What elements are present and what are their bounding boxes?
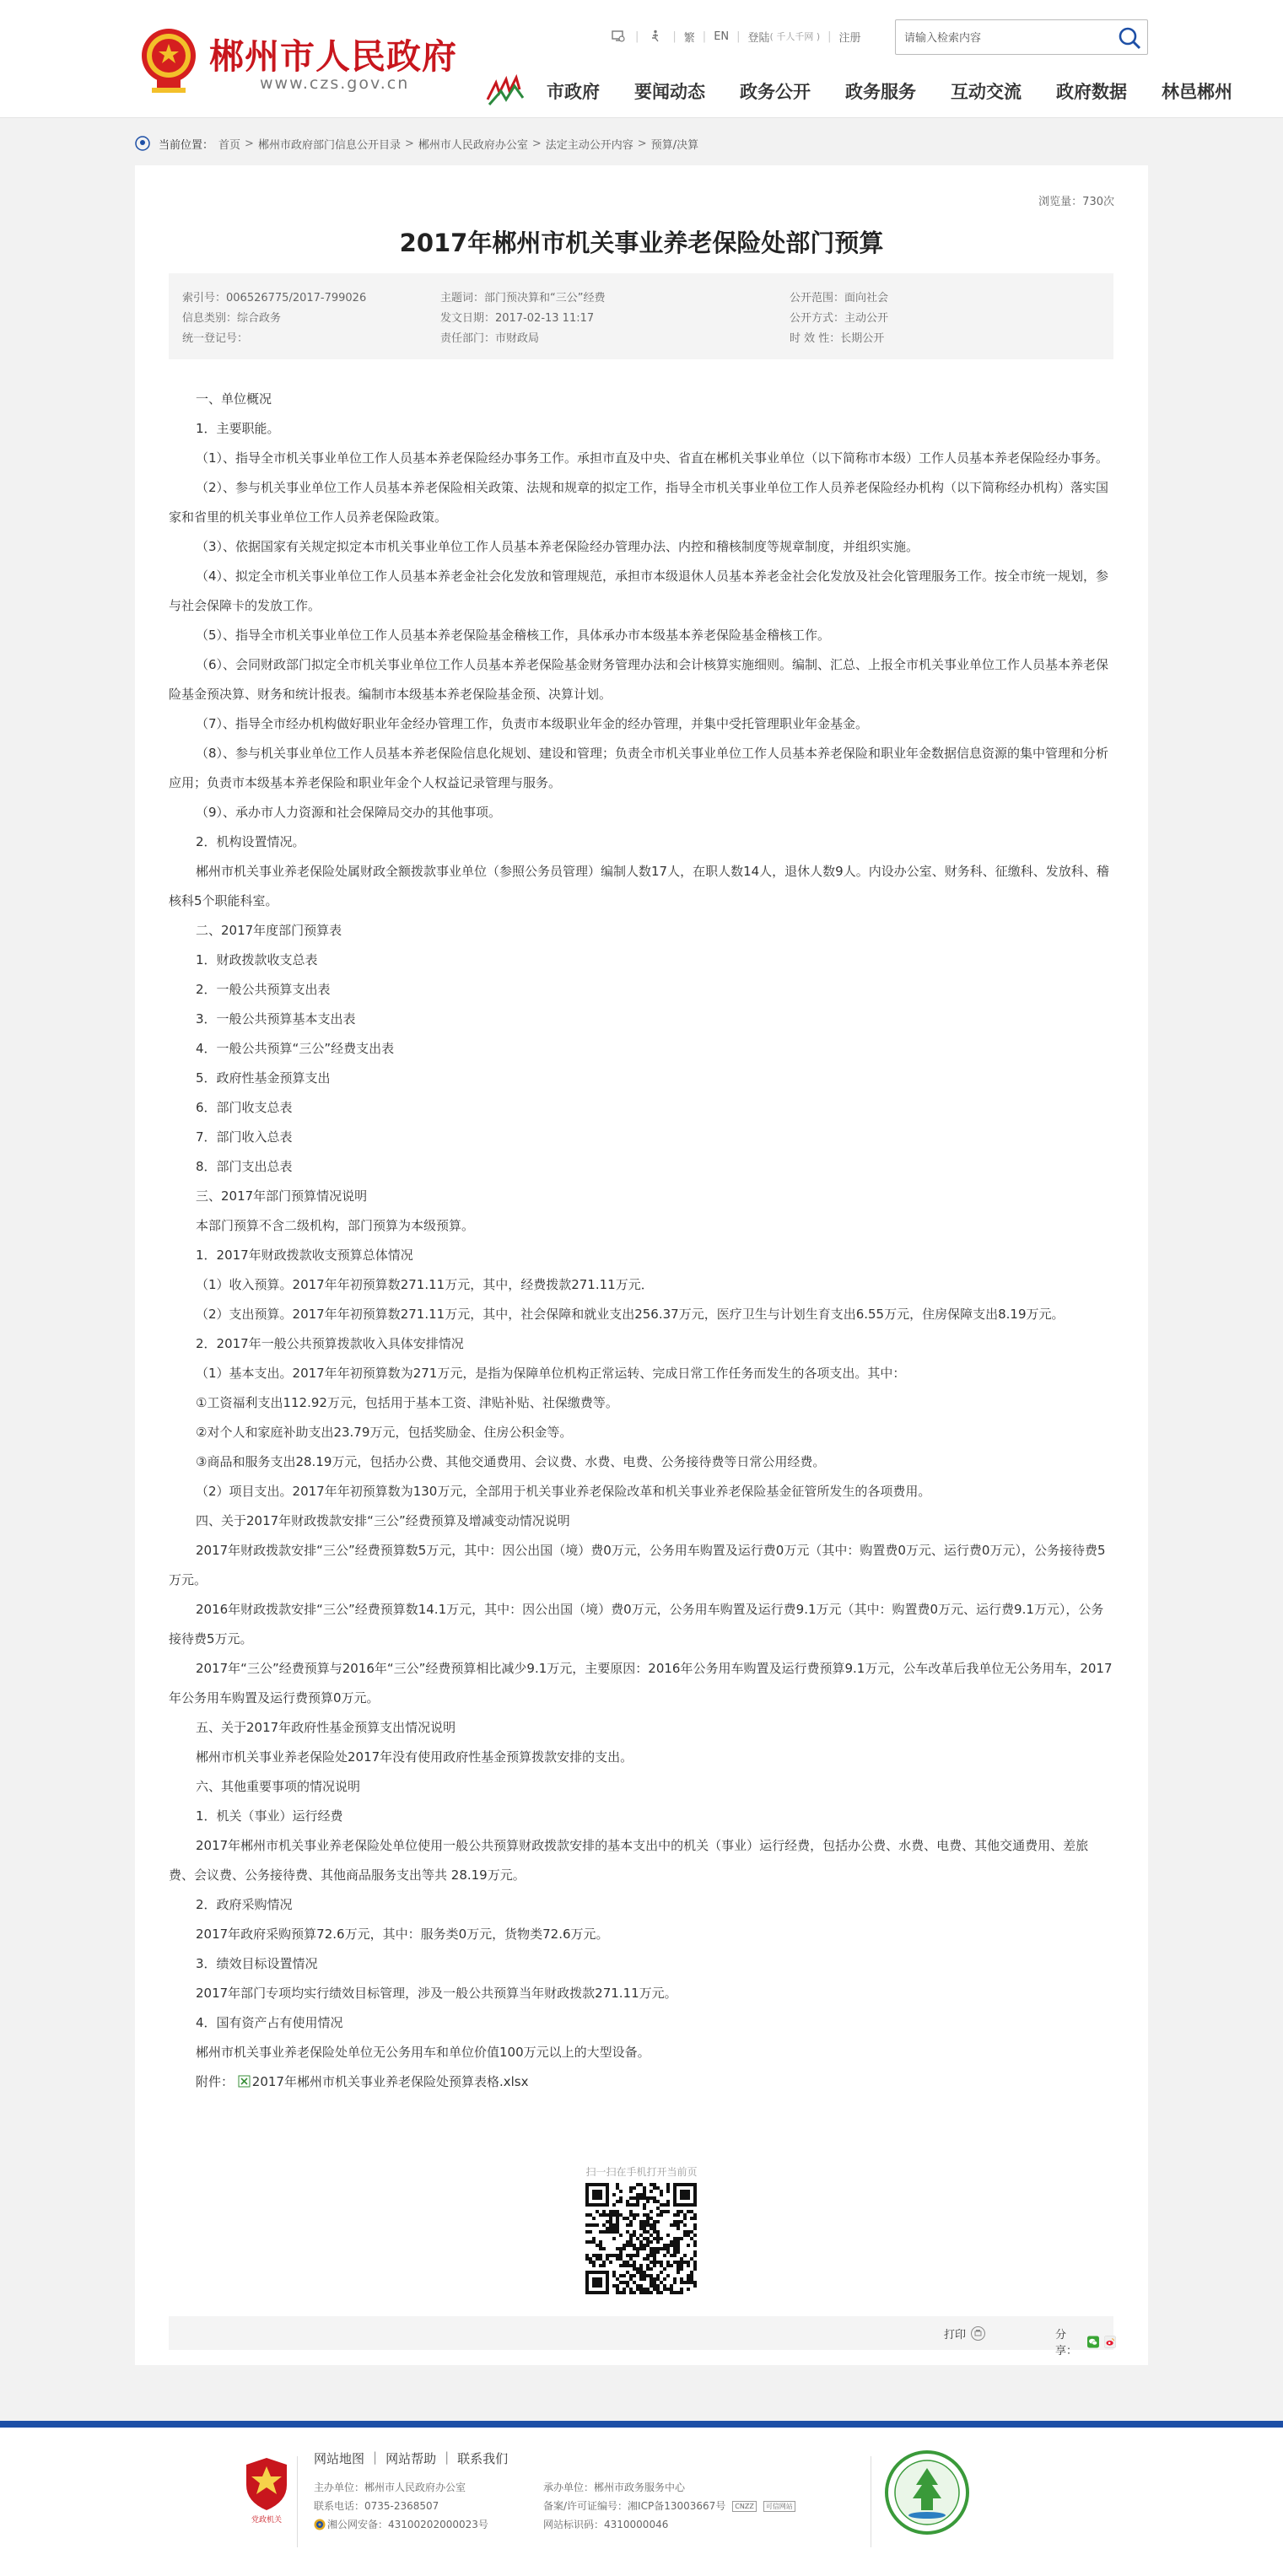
article-paragraph: 1．主要职能。 — [196, 421, 280, 436]
footer-police-row — [314, 2515, 543, 2534]
article-paragraph: 2．机构设置情况。 — [196, 834, 305, 849]
toolbar-divider: | — [635, 30, 639, 43]
meta-method: 公开方式：主动公开 — [790, 312, 889, 325]
article-paragraph: 4．国有资产占有使用情况 — [196, 2015, 343, 2030]
meta-scope: 公开范围：面向社会 — [790, 292, 889, 304]
breadcrumb-link[interactable]: 预算/决算 — [650, 138, 699, 152]
nav-item-government[interactable]: 市政府 — [547, 82, 600, 102]
share-group — [1055, 2325, 1116, 2358]
article-paragraph: 郴州市机关事业养老保险处属财政全额拨款事业单位（参照公务员管理）编制人数17人，在职人数14人，退休人数9人。内设办公室、财务科、征缴科、发放科、稽核科5个职能科室。 — [169, 864, 1109, 908]
attachment-row — [169, 2067, 1113, 2097]
national-emblem-icon — [138, 22, 199, 94]
article-paragraph: 五、关于2017年政府性基金预算支出情况说明 — [196, 1720, 456, 1735]
search-input[interactable] — [904, 28, 1107, 46]
meta-index-no: 索引号：006526775/2017-799026 — [182, 292, 367, 304]
article-container — [135, 165, 1148, 2365]
breadcrumb-separator: > — [531, 137, 542, 150]
nav-item-services[interactable]: 政务服务 — [845, 82, 916, 102]
footer-police[interactable]: 湘公网安备：43100202000023号 — [327, 2519, 488, 2530]
footer-undertake: 承办单位：郴州市政务服务中心 — [543, 2482, 686, 2493]
article-paragraph: （2）项目支出。2017年年初预算数为130万元，全部用于机关事业养老保险改革和机关事业养老保险基金征管所发生的各项费用。 — [196, 1484, 931, 1499]
english-link[interactable]: EN — [714, 30, 730, 43]
print-label: 打印 — [944, 2329, 967, 2342]
meta-code: 统一登记号： — [182, 332, 249, 345]
footer-icp[interactable]: 备案/许可证编号：湘ICP备13003667号 — [543, 2500, 726, 2512]
article-paragraph: 5．政府性基金预算支出 — [196, 1070, 331, 1086]
article-paragraph: （1）、指导全市机关事业单位工作人员基本养老保险经办事务工作。承担市直及中央、省直在郴机关事业单位（以下简称市本级）工作人员基本养老保险经办事务。 — [196, 450, 1109, 466]
nav-item-data[interactable]: 政府数据 — [1056, 82, 1127, 102]
article-paragraph: 三、2017年部门预算情况说明 — [196, 1188, 368, 1204]
article-paragraph: 8．部门支出总表 — [196, 1159, 293, 1174]
paragraph-list — [169, 385, 1113, 2067]
article-paragraph: （7）、指导全市经办机构做好职业年金经办管理工作，负责市本级职业年金的经办管理，并集中受托管理职业年金基金。 — [196, 716, 869, 731]
footer-divider — [297, 2456, 298, 2547]
forest-city-seal-icon[interactable] — [884, 2449, 970, 2536]
article-paragraph: 6．部门收支总表 — [196, 1100, 293, 1115]
qr-code — [585, 2183, 697, 2294]
article-paragraph: 2．一般公共预算支出表 — [196, 982, 331, 997]
site-footer — [0, 2428, 1283, 2576]
article-title: 2017年郴州市机关事业养老保险处部门预算 — [399, 229, 884, 257]
footer-host: 主办单位：郴州市人民政府办公室 — [314, 2482, 466, 2493]
article-paragraph: 一、单位概况 — [196, 391, 272, 407]
article-paragraph: 四、关于2017年财政拨款安排“三公”经费预算及增减变动情况说明 — [196, 1513, 570, 1528]
police-badge-icon — [314, 2519, 326, 2530]
breadcrumb-label: 当前位置： — [159, 138, 214, 152]
breadcrumb — [135, 135, 698, 152]
article-paragraph: 4．一般公共预算“三公”经费支出表 — [196, 1041, 395, 1056]
footer-link-divider: | — [445, 2449, 450, 2465]
article-paragraph: （9）、承办市人力资源和社会保障局交办的其他事项。 — [196, 805, 502, 820]
attachment-label: 附件： — [196, 2074, 234, 2089]
toolbar-divider: | — [672, 30, 677, 43]
nav-item-news[interactable]: 要闻动态 — [634, 82, 705, 102]
footer-link-help[interactable]: 网站帮助 — [385, 2451, 437, 2466]
footer-icp-row — [543, 2497, 795, 2515]
article-paragraph: ①工资福利支出112.92万元，包括用于基本工资、津贴补贴、社保缴费等。 — [196, 1395, 618, 1410]
article-paragraph: ②对个人和家庭补助支出23.79万元，包括奖励金、住房公积金等。 — [196, 1425, 573, 1440]
trusted-site-badge[interactable]: 可信网站 — [763, 2501, 795, 2512]
login-note: ( 千人千网 ) — [769, 31, 821, 42]
weibo-icon[interactable] — [1104, 2335, 1116, 2349]
article-paragraph: 2017年政府采购预算72.6万元，其中：服务类0万元，货物类72.6万元。 — [196, 1927, 609, 1942]
footer-link-sitemap[interactable]: 网站地图 — [314, 2451, 365, 2466]
meta-topic: 主题词：部门预决算和“三公”经费 — [440, 292, 606, 304]
article-paragraph: 2．政府采购情况 — [196, 1897, 293, 1912]
nav-item-linyi-chenzhou[interactable]: 林邑郴州 — [1162, 82, 1232, 102]
article-paragraph: 二、2017年度部门预算表 — [196, 923, 342, 938]
article-meta-box — [169, 273, 1113, 359]
article-paragraph: 1．财政拨款收支总表 — [196, 952, 318, 967]
article-body — [169, 385, 1113, 2097]
breadcrumb-link[interactable]: 法定主动公开内容 — [545, 138, 633, 152]
qr-caption: 扫一扫在手机打开当前页 — [585, 2166, 698, 2178]
breadcrumb-link[interactable]: 郴州市人民政府办公室 — [418, 138, 528, 152]
article-paragraph: （4）、拟定全市机关事业单位工作人员基本养老金社会化发放和管理规范，承担市本级退休人员基本养老金社会化发放及社会化管理服务工作。按全市统一规划，参与社会保障卡的发放工作。 — [169, 569, 1109, 613]
share-label: 分享： — [1055, 2329, 1078, 2358]
view-count: 浏览量：730次 — [1038, 196, 1114, 208]
article-paragraph: 2017年郴州市机关事业养老保险处单位使用一般公共预算财政拨款安排的基本支出中的机关（事业）运行经费，包括办公费、水费、电费、其他交通费用、差旅费、会议费、公务接待费、其他商品服务支出等共 28.19万元。 — [169, 1838, 1089, 1883]
main-nav — [484, 74, 1232, 108]
article-paragraph: 1．2017年财政拨款收支预算总体情况 — [196, 1248, 413, 1263]
site-logo[interactable] — [138, 22, 476, 111]
footer-links — [314, 2449, 508, 2467]
breadcrumb-separator: > — [245, 137, 254, 150]
article-paragraph: 3．绩效目标设置情况 — [196, 1956, 318, 1971]
article-paragraph: （2）支出预算。2017年年初预算数271.11万元，其中，社会保障和就业支出256.37万元，医疗卫生与计划生育支出6.55万元，住房保障支出8.19万元。 — [196, 1307, 1065, 1322]
meta-dept: 责任部门：市财政局 — [440, 332, 540, 345]
article-paragraph: 2016年财政拨款安排“三公”经费预算数14.1万元，其中：因公出国（境）费0万元，公务用车购置及运行费9.1万元（其中：购置费0万元、运行费9.1万元），公务接待费5万元。 — [169, 1602, 1104, 1646]
nav-item-public-affairs[interactable]: 政务公开 — [740, 82, 811, 102]
nav-item-interaction[interactable]: 互动交流 — [951, 82, 1022, 102]
top-toolbar — [609, 25, 861, 47]
footer-accent-bar — [0, 2421, 1283, 2428]
article-paragraph: 2017年“三公”经费预算与2016年“三公”经费预算相比减少9.1万元，主要原因：2016年公务用车购置及运行费预算9.1万元，公车改革后我单位无公务用车，2017年公务用车购置及运行费预算0万元。 — [169, 1661, 1113, 1706]
search-icon[interactable] — [1117, 25, 1142, 51]
article-paragraph: （5）、指导全市机关事业单位工作人员基本养老保险基金稽核工作，具体承办市本级基本养老保险基金稽核工作。 — [196, 628, 831, 643]
traditional-chinese-link[interactable]: 繁 — [683, 31, 695, 45]
footer-info — [314, 2478, 795, 2534]
print-button[interactable] — [944, 2325, 985, 2342]
party-government-badge-icon[interactable] — [245, 2456, 288, 2512]
accessibility-icon[interactable] — [646, 27, 665, 46]
breadcrumb-separator: > — [404, 137, 414, 150]
site-header — [0, 0, 1283, 118]
footer-link-divider: | — [373, 2449, 378, 2465]
article-paragraph: （1）收入预算。2017年年初预算数271.11万元，其中，经费拨款271.11万元． — [196, 1277, 654, 1292]
article-paragraph: 2017年部门专项均实行绩效目标管理，涉及一般公共预算当年财政拨款271.11万元。 — [196, 1986, 677, 2001]
decorative-logo-icon — [484, 74, 530, 108]
excel-file-icon — [238, 2075, 251, 2088]
wechat-icon[interactable] — [1087, 2335, 1099, 2349]
meta-date: 发文日期：2017-02-13 11:17 — [440, 312, 595, 325]
badge-caption: 党政机关 — [251, 2516, 282, 2525]
article-paragraph: ③商品和服务支出28.19万元，包括办公费、其他交通费用、会议费、水费、电费、公务接待费等日常公用经费。 — [196, 1454, 826, 1469]
toolbar-divider: | — [736, 30, 741, 43]
footer-site-code: 网站标识码：4310000046 — [543, 2519, 669, 2530]
breadcrumb-link[interactable]: 首页 — [218, 138, 241, 152]
meta-validity: 时 效 性：长期公开 — [790, 332, 885, 345]
site-url: www.czs.gov.cn — [260, 74, 410, 93]
article-paragraph: （2）、参与机关事业单位工作人员基本养老保险相关政策、法规和规章的拟定工作，指导全市机关事业单位工作人员养老保险经办机构（以下简称经办机构）落实国家和省里的机关事业单位工作人员养老保险政策。 — [169, 480, 1109, 525]
share-bar — [169, 2316, 1113, 2358]
article-paragraph: 1．机关（事业）运行经费 — [196, 1808, 343, 1824]
article-paragraph: 2017年财政拨款安排“三公”经费预算数5万元，其中：因公出国（境）费0万元，公务用车购置及运行费0万元（其中：购置费0万元、运行费0万元），公务接待费5万元。 — [169, 1543, 1106, 1587]
article-paragraph: （8）、参与机关事业单位工作人员基本养老保险信息化规划、建设和管理；负责全市机关事业单位工作人员基本养老保险和职业年金数据信息资源的集中管理和分析应用；负责市本级基本养老保险和职业年金个人权益记录管理与服务。 — [169, 746, 1109, 790]
breadcrumb-link[interactable]: 郴州市政府部门信息公开目录 — [257, 138, 401, 152]
footer-link-contact[interactable]: 联系我们 — [457, 2451, 509, 2466]
printer-icon — [971, 2326, 985, 2341]
site-title: 郴州市人民政府 — [209, 36, 457, 77]
article-paragraph: 郴州市机关事业养老保险处单位无公务用车和单位价值100万元以上的大型设备。 — [196, 2045, 650, 2060]
register-link[interactable]: 注册 — [838, 31, 861, 45]
toolbar-divider: | — [827, 30, 832, 43]
footer-phone: 联系电话：0735-2368507 — [314, 2500, 439, 2512]
article-paragraph: 3．一般公共预算基本支出表 — [196, 1011, 356, 1027]
toolbar-divider: | — [702, 30, 707, 43]
cnzz-badge[interactable]: CNZZ — [732, 2501, 757, 2512]
article-paragraph: 六、其他重要事项的情况说明 — [196, 1779, 361, 1794]
article-paragraph: 7．部门收入总表 — [196, 1129, 293, 1145]
attachment-link[interactable]: 2017年郴州市机关事业养老保险处预算表格.xlsx — [251, 2074, 529, 2089]
article-paragraph: 本部门预算不含二级机构，部门预算为本级预算。 — [196, 1218, 475, 1233]
breadcrumb-separator: > — [637, 137, 647, 150]
article-paragraph: 2．2017年一般公共预算拨款收入具体安排情况 — [196, 1336, 464, 1351]
article-paragraph: 郴州市机关事业养老保险处2017年没有使用政府性基金预算拨款安排的支出。 — [196, 1749, 633, 1765]
search-box — [895, 19, 1148, 55]
article-paragraph: （1）基本支出。2017年年初预算数为271万元，是指为保障单位机构正常运转、完成日常工作任务而发生的各项支出。其中： — [196, 1366, 906, 1381]
login-link[interactable]: 登陆 — [747, 31, 770, 45]
screen-reader-icon[interactable] — [609, 27, 628, 46]
location-pin-icon — [135, 136, 150, 151]
article-paragraph: （3）、依据国家有关规定拟定本市机关事业单位工作人员基本养老保险经办管理办法、内控和稽核制度等规章制度，并组织实施。 — [196, 539, 919, 554]
article-paragraph: （6）、会同财政部门拟定全市机关事业单位工作人员基本养老保险基金财务管理办法和会计核算实施细则。编制、汇总、上报全市机关事业单位工作人员基本养老保险基金预决算、财务和统计报表。编制市本级基本养老保险基金预、决算计划。 — [169, 657, 1109, 702]
meta-category: 信息类别：综合政务 — [182, 312, 282, 325]
